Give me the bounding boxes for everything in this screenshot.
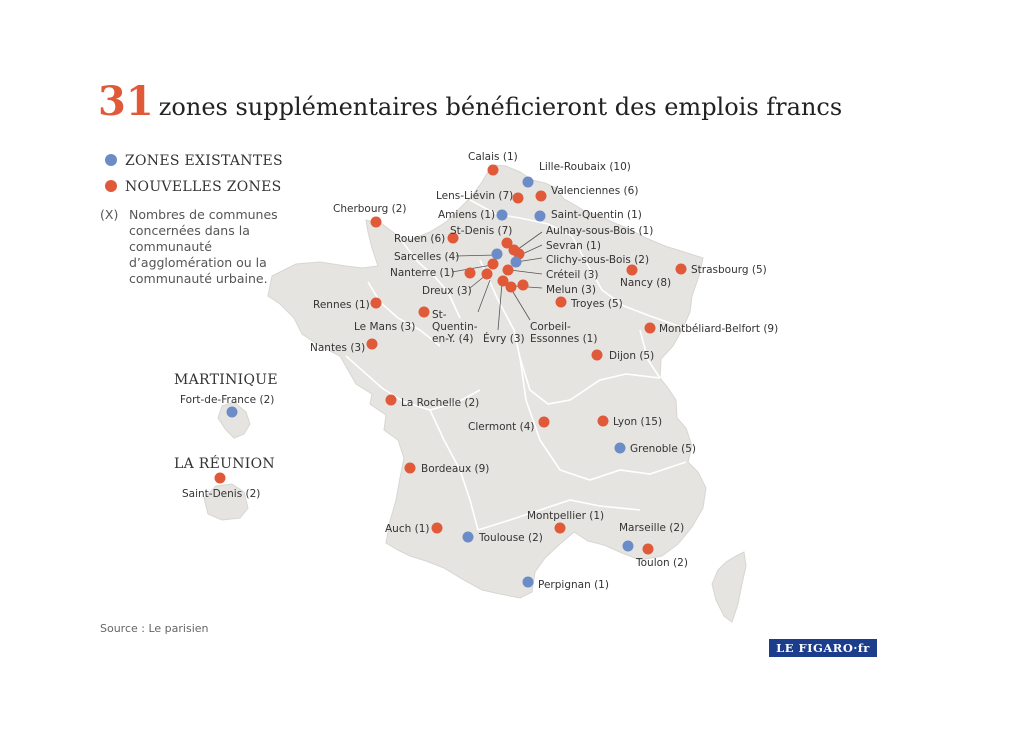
zone-label: Calais (1) bbox=[468, 151, 518, 163]
zone-label: Corbeil-Essonnes (1) bbox=[530, 321, 598, 345]
zone-dot bbox=[497, 210, 508, 221]
zone-dot bbox=[523, 577, 534, 588]
zone-dot bbox=[676, 264, 687, 275]
zone-label: Évry (3) bbox=[483, 333, 525, 345]
zone-label: Aulnay-sous-Bois (1) bbox=[546, 225, 654, 237]
legend-new: NOUVELLES ZONES bbox=[105, 179, 281, 195]
zone-label: Montpellier (1) bbox=[527, 510, 605, 522]
zone-label: Montbéliard-Belfort (9) bbox=[659, 323, 779, 335]
title-text: zones supplémentaires bénéficieront des emplois francs bbox=[158, 93, 843, 121]
zone-label: Troyes (5) bbox=[571, 298, 623, 310]
zone-label: St-Quentin-en-Y. (4) bbox=[432, 309, 478, 345]
zone-dot bbox=[215, 473, 226, 484]
zone-dot bbox=[645, 323, 656, 334]
zone-dot bbox=[511, 257, 522, 268]
zone-dot bbox=[367, 339, 378, 350]
legend-note: Nombres de communes concernées dans la communauté d’agglomération ou la communauté urbaine. bbox=[129, 207, 278, 286]
zone-label: St-Denis (7) bbox=[450, 225, 513, 237]
zone-label: Rouen (6) bbox=[394, 233, 446, 245]
zone-label: Le Mans (3) bbox=[354, 321, 416, 333]
zone-label: Saint-Quentin (1) bbox=[551, 209, 642, 221]
zone-dot bbox=[465, 268, 476, 279]
zone-dot bbox=[488, 259, 499, 270]
legend-existing: ZONES EXISTANTES bbox=[105, 153, 283, 169]
zone-label: Fort-de-France (2) bbox=[180, 394, 275, 406]
zone-dot bbox=[518, 280, 529, 291]
legend-note-symbol: (X) bbox=[100, 207, 119, 222]
zone-label: Sevran (1) bbox=[546, 240, 601, 252]
zone-dot bbox=[513, 193, 524, 204]
zone-label: Lille-Roubaix (10) bbox=[539, 161, 631, 173]
zone-label: Toulon (2) bbox=[636, 557, 688, 569]
zone-label: Lyon (15) bbox=[613, 416, 663, 428]
zone-dot bbox=[592, 350, 603, 361]
zone-label: Sarcelles (4) bbox=[394, 251, 460, 263]
zone-dot bbox=[405, 463, 416, 474]
zone-dot bbox=[492, 249, 503, 260]
zone-label: Valenciennes (6) bbox=[551, 185, 639, 197]
zone-dot bbox=[488, 165, 499, 176]
zone-dot bbox=[503, 265, 514, 276]
zone-dot bbox=[615, 443, 626, 454]
le-figaro-logo[interactable]: LE FIGARO·fr bbox=[769, 639, 877, 657]
zone-dot bbox=[598, 416, 609, 427]
zone-label: Nancy (8) bbox=[620, 277, 672, 289]
zone-label: Dijon (5) bbox=[609, 350, 655, 362]
zone-label: Lens-Liévin (7) bbox=[436, 190, 514, 202]
zone-dot bbox=[506, 282, 517, 293]
zone-dot bbox=[419, 307, 430, 318]
martinique-label: MARTINIQUE bbox=[174, 372, 278, 388]
zone-dot bbox=[643, 544, 654, 555]
zone-label: Rennes (1) bbox=[313, 299, 370, 311]
zone-label: Saint-Denis (2) bbox=[182, 488, 261, 500]
zone-label: Strasbourg (5) bbox=[691, 264, 767, 276]
zone-label: Bordeaux (9) bbox=[421, 463, 490, 475]
zone-label: La Rochelle (2) bbox=[401, 397, 480, 409]
zone-label: Amiens (1) bbox=[438, 209, 496, 221]
zone-dot bbox=[536, 191, 547, 202]
zone-dot bbox=[386, 395, 397, 406]
zone-label: Nanterre (1) bbox=[390, 267, 455, 279]
zone-label: Créteil (3) bbox=[546, 269, 599, 281]
zone-dot bbox=[432, 523, 443, 534]
zone-dot bbox=[523, 177, 534, 188]
zone-dot bbox=[539, 417, 550, 428]
zone-dot bbox=[227, 407, 238, 418]
reunion-label: LA RÉUNION bbox=[174, 456, 275, 472]
zone-label: Auch (1) bbox=[385, 523, 430, 535]
zone-label: Clermont (4) bbox=[468, 421, 535, 433]
zone-dot bbox=[371, 217, 382, 228]
zone-dot bbox=[555, 523, 566, 534]
zone-dot bbox=[482, 269, 493, 280]
zone-label: Grenoble (5) bbox=[630, 443, 697, 455]
zone-dot bbox=[535, 211, 546, 222]
zone-dot bbox=[371, 298, 382, 309]
zone-label: Marseille (2) bbox=[619, 522, 685, 534]
zone-label: Clichy-sous-Bois (2) bbox=[546, 254, 650, 266]
zone-label: Melun (3) bbox=[546, 284, 596, 296]
source-credit: Source : Le parisien bbox=[100, 622, 209, 635]
zone-label: Cherbourg (2) bbox=[333, 203, 407, 215]
zone-label: Toulouse (2) bbox=[479, 532, 543, 544]
zone-dot bbox=[627, 265, 638, 276]
zone-label: Perpignan (1) bbox=[538, 579, 609, 591]
zone-dot bbox=[556, 297, 567, 308]
title-number: 31 bbox=[98, 78, 154, 125]
corsica bbox=[712, 552, 746, 622]
zone-dot bbox=[463, 532, 474, 543]
zone-label: Dreux (3) bbox=[422, 285, 472, 297]
zone-dot bbox=[623, 541, 634, 552]
zone-label: Nantes (3) bbox=[310, 342, 366, 354]
